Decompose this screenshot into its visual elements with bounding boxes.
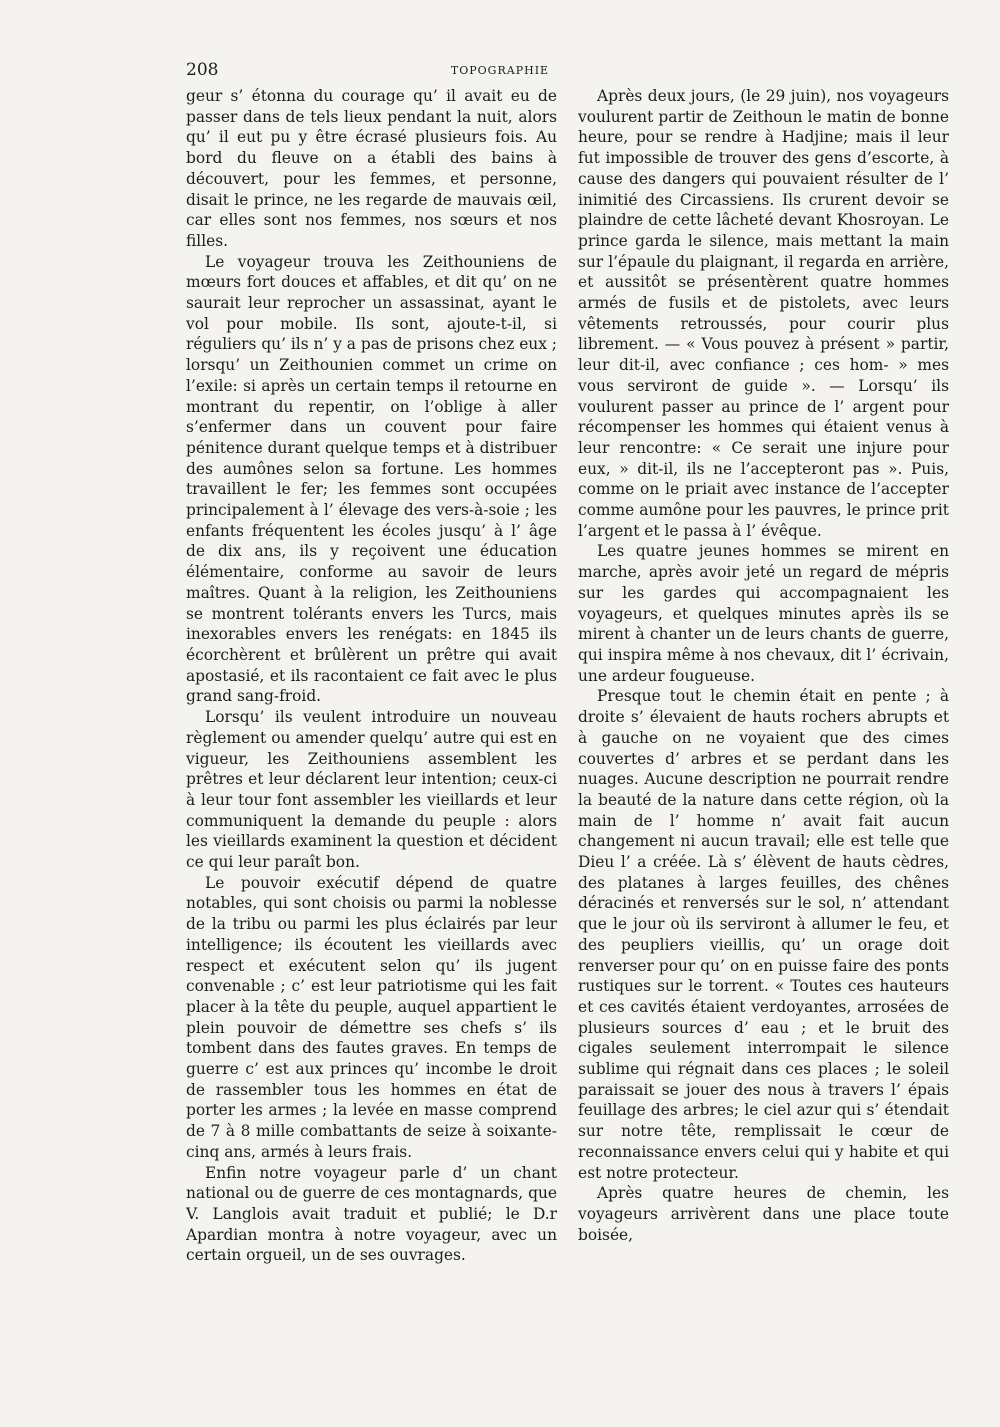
paragraph: Les quatre jeunes hommes se mirent en marche, après avoir jeté un regard de mépris sur les gardes qui accompagnaient les voyageurs, et quelques minutes après ils se mirent à chanter un de leurs chants de guerre, qui inspira même à nos chevaux, dit l’ écrivain, une ardeur fougueuse. [578, 542, 949, 685]
paragraph: Après deux jours, (le 29 juin), nos voyageurs voulurent partir de Zeithoun le matin de bonne heure, pour se rendre à Hadjine; mais il leur fut impossible de trouver des gens d’escorte, à cause des dangers qui pouvaient résulter de l’ inimitié des Circassiens. Ils crurent devoir se plaindre de cette lâcheté devant Khosroyan. Le prince garda le silence, mais mettant la main sur l’épaule du plaignant, il regarda en arrière, et aussitôt se présentèrent quatre hommes armés de fusils et de pistolets, avec leurs vêtements retroussés, pour courir plus librement. — « Vous pouvez à présent » partir, leur dit-il, avec confiance ; ces hom- » mes vous serviront de guide ». — Lorsqu’ ils voulurent passer au prince de l’ argent pour récompenser les hommes qui étaient venus à leur rencontre: « Ce serait une injure pour eux, » dit-il, ils ne l’accepteront pas ». Puis, comme on le priait avec instance de l’accepter comme aumône pour les pauvres, le prince prit l’argent et le passa à l’ évêque. [578, 87, 949, 540]
right-column [578, 86, 949, 1245]
page-number: 208 [186, 60, 219, 80]
paragraph: Enfin notre voyageur parle d’ un chant national ou de guerre de ces montagnards, que V. Langlois avait traduit et publié; le D.r Apardian montra à notre voyageur, avec un certain orgueil, un de ses ouvrages. [186, 1163, 557, 1265]
left-column [186, 86, 557, 1266]
paragraph: geur s’ étonna du courage qu’ il avait eu de passer dans de tels lieux pendant la nuit, alors qu’ il eut pu y être écrasé plusieurs fois. Au bord du fleuve on a établi des bains à découvert, pour les femmes, et personne, disait le prince, ne les regarde de mauvais œil, car elles sont nos femmes, nos sœurs et nos filles. [186, 87, 557, 250]
paragraph: Après quatre heures de chemin, les voyageurs arrivèrent dans une place toute boisée, [578, 1184, 949, 1244]
paragraph: Presque tout le chemin était en pente ; à droite s’ élevaient de hauts rochers abrupts et à gauche on ne voyaient que des cimes couvertes d’ arbres et se perdant dans les nuages. Aucune description ne pourrait rendre la beauté de la nature dans cette région, où la main de l’ homme n’ avait fait aucun changement ni aucun travail; elle est telle que Dieu l’ a créée. Là s’ élèvent de hauts cèdres, des platanes à larges feuilles, des chênes déracinés et renversés sur le sol, n’ attendant que le jour où ils serviront à allumer le feu, et des peupliers vieillis, qu’ un orage doit renverser pour qu’ on en puisse faire des ponts rustiques sur le torrent. « Toutes ces hauteurs et ces cavités étaient verdoyantes, arrosées de plusieurs sources d’ eau ; et le bruit des cigales seulement interrompait le silence sublime qui régnait dans ces places ; le soleil paraissait se jouer des nous à travers l’ épais feuillage des arbres; le ciel azur qui s’ étendait sur notre tête, remplissait le cœur de reconnaissance envers celui qui y habite et qui est notre protecteur. [578, 687, 949, 1182]
running-head: TOPOGRAPHIE [450, 64, 550, 77]
paragraph: Le pouvoir exécutif dépend de quatre notables, qui sont choisis ou parmi la noblesse de la tribu ou parmi les plus éclairés par leur intelligence; ils écoutent les vieillards avec respect et exécutent selon qu’ ils jugent convenable ; c’ est leur patriotisme qui les fait placer à la tête du peuple, auquel appartient le plein pouvoir de démettre ses chefs s’ ils tombent dans des fautes graves. En temps de guerre c’ est aux princes qu’ incombe le droit de rassembler tous les hommes en état de porter les armes ; la levée en masse comprend de 7 à 8 mille combattants de seize à soixante-cinq ans, armés à leurs frais. [186, 873, 557, 1161]
paragraph: Lorsqu’ ils veulent introduire un nouveau règlement ou amender quelqu’ autre qui est en vigueur, les Zeithouniens assemblent les prêtres et leur déclarent leur intention; ceux-ci à leur tour font assembler les vieillards et leur communiquent la demande du peuple : alors les vieillards examinent la question et décident ce qui leur paraît bon. [186, 708, 557, 872]
paragraph: Le voyageur trouva les Zeithouniens de mœurs fort douces et affables, et dit qu’ on ne saurait leur reprocher un assassinat, ayant le vol pour mobile. Ils sont, ajoute-t-il, si réguliers qu’ ils n’ y a pas de prisons chez eux ; lorsqu’ un Zeithounien commet un crime on l’exile: si après un certain temps il retourne en montrant du repentir, on l’oblige à aller s’enfermer dans un couvent pour faire pénitence durant quelque temps et à distribuer des aumônes selon sa fortune. Les hommes travaillent le fer; les femmes sont occupées principalement à l’ élevage des vers-à-soie ; les enfants fréquentent les écoles jusqu’ à l’ âge de dix ans, ils y reçoivent une éducation élémentaire, conforme au savoir de leurs maîtres. Quant à la religion, les Zeithouniens se montrent tolérants envers les Turcs, mais inexorables envers les renégats: en 1845 ils écorchèrent et brûlèrent un prêtre qui avait apostasié, et ils racontaient ce fait avec le plus grand sang-froid. [186, 252, 557, 706]
